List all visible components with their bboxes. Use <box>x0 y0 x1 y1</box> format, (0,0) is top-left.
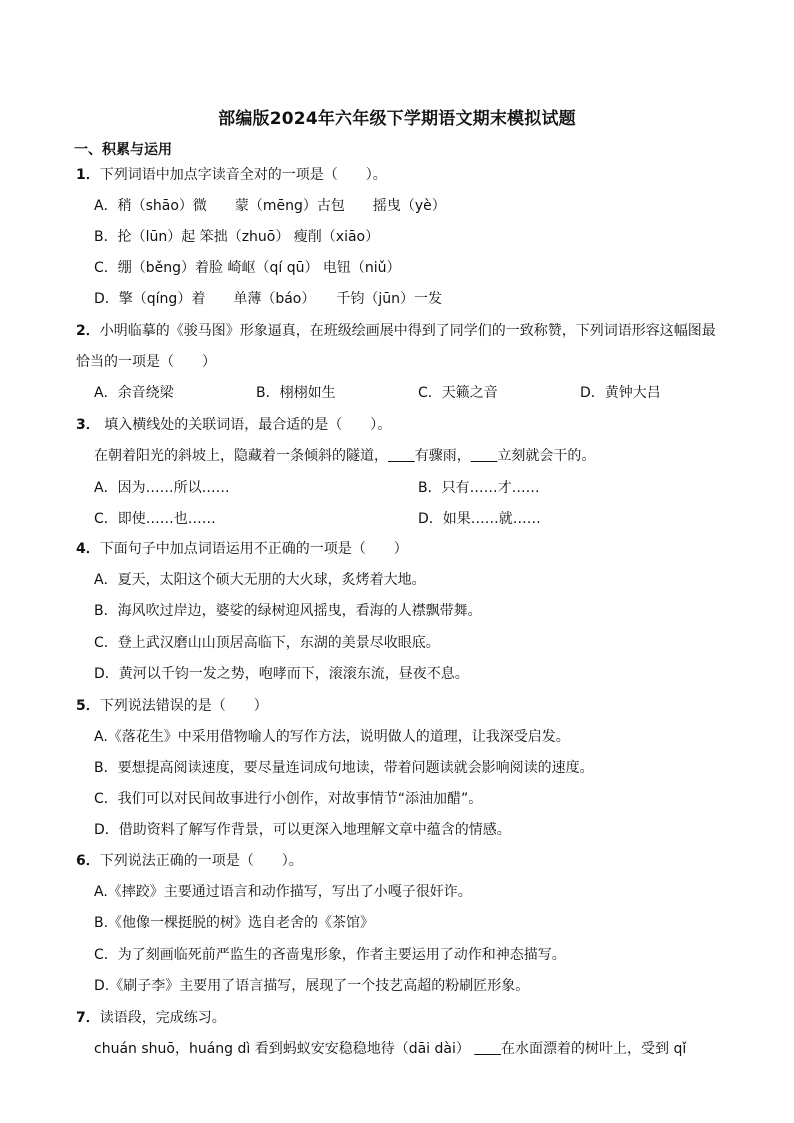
option-1c: C．绷（běng）着脸 崎岖（qí qū） 电钮（niǔ） <box>94 260 401 276</box>
option-6a: A.《摔跤》主要通过语言和动作描写，写出了小嘎子很奸诈。 <box>94 884 472 900</box>
option-3b: B．只有……才…… <box>418 480 540 496</box>
question-7-passage <box>94 1040 686 1058</box>
question-number: 6． <box>76 853 100 869</box>
question-number: 1． <box>76 167 100 183</box>
question-4 <box>76 540 408 558</box>
question-number: 4． <box>76 541 100 557</box>
option-6b: B.《他像一棵挺脱的树》选自老舍的《茶馆》 <box>94 915 375 931</box>
passage-part: chuán shuō，huáng dì 看到蚂蚁安安稳稳地待（dāi dài） <box>94 1041 470 1057</box>
option-4a: A．夏天，太阳这个硕大无朋的大火球，炙烤着大地。 <box>94 572 426 588</box>
question-text: 下面句子中加点词语运用不正确的一项是（ ） <box>99 541 408 557</box>
question-2 <box>76 322 716 340</box>
option-2d: D．黄钟大吕 <box>580 385 661 401</box>
option-3d: D．如果……就…… <box>418 511 541 527</box>
question-3 <box>76 416 391 434</box>
question-text: 下列词语中加点字读音全对的一项是（ ）。 <box>99 167 387 183</box>
blank <box>388 448 415 464</box>
option-4b: B．海风吹过岸边，婆娑的绿树迎风摇曳，看海的人襟飘带舞。 <box>94 603 482 619</box>
option-3c: C．即使……也…… <box>94 511 216 527</box>
option-5d: D．借助资料了解写作背景，可以更深入地理解文章中蕴含的情感。 <box>94 822 511 838</box>
question-text: 小明临摹的《骏马图》形象逼真，在班级绘画展中得到了同学们的一致称赞，下列词语形容这幅图最 <box>99 323 716 339</box>
option-2c: C．天籁之音 <box>418 385 498 401</box>
blank <box>471 448 498 464</box>
question-text: 下列说法正确的一项是（ ）。 <box>99 853 303 869</box>
question-number: 7． <box>76 1010 100 1026</box>
sentence-part: 有骤雨， <box>414 448 471 464</box>
option-5a: A.《落花生》中采用借物喻人的写作方法，说明做人的道理，让我深受启发。 <box>94 729 570 745</box>
option-4c: C．登上武汉磨山山顶居高临下，东湖的美景尽收眼底。 <box>94 635 440 651</box>
option-1a: A．稍（shāo）微 蒙（mēng）古包 摇曳（yè） <box>94 198 446 214</box>
blank <box>474 1041 501 1057</box>
passage-part: 在水面漂着的树叶上，受到 qǐ <box>501 1041 687 1057</box>
question-3-sentence <box>94 447 595 465</box>
question-text: 下列说法错误的是（ ） <box>99 698 268 714</box>
question-5 <box>76 697 268 715</box>
question-1 <box>76 166 387 184</box>
option-6c: C．为了刻画临死前严监生的吝啬鬼形象，作者主要运用了动作和神态描写。 <box>94 947 566 963</box>
question-number: 5． <box>76 698 100 714</box>
option-1b: B．抡（lūn）起 笨拙（zhuō） 瘦削（xiāo） <box>94 229 380 245</box>
option-2b: B．栩栩如生 <box>256 385 336 401</box>
section-heading: 一、积累与运用 <box>74 142 172 158</box>
sentence-part: 在朝着阳光的斜坡上，隐藏着一条倾斜的隧道， <box>94 448 388 464</box>
question-number: 2． <box>76 323 100 339</box>
option-1d: D．擎（qíng）着 单薄（báo） 千钧（jūn）一发 <box>94 291 442 307</box>
option-4d: D．黄河以千钧一发之势，咆哮而下，滚滚东流，昼夜不息。 <box>94 666 469 682</box>
page-title: 部编版2024年六年级下学期语文期末模拟试题 <box>218 109 576 129</box>
question-text: 读语段，完成练习。 <box>99 1010 226 1026</box>
question-6 <box>76 852 303 870</box>
question-2-continued: 恰当的一项是（ ） <box>76 354 216 370</box>
option-2a: A．余音绕梁 <box>94 385 174 401</box>
option-5b: B．要想提高阅读速度，要尽量连词成句地读，带着问题读就会影响阅读的速度。 <box>94 760 594 776</box>
sentence-part: 立刻就会干的。 <box>497 448 596 464</box>
question-7 <box>76 1009 226 1027</box>
option-6d: D.《刷子李》主要用了语言描写，展现了一个技艺高超的粉刷匠形象。 <box>94 978 530 994</box>
question-text: 填入横线处的关联词语，最合适的是（ ）。 <box>104 417 392 433</box>
option-3a: A．因为……所以…… <box>94 480 230 496</box>
question-number: 3． <box>76 417 100 433</box>
option-5c: C．我们可以对民间故事进行小创作，对故事情节“添油加醋”。 <box>94 791 483 807</box>
